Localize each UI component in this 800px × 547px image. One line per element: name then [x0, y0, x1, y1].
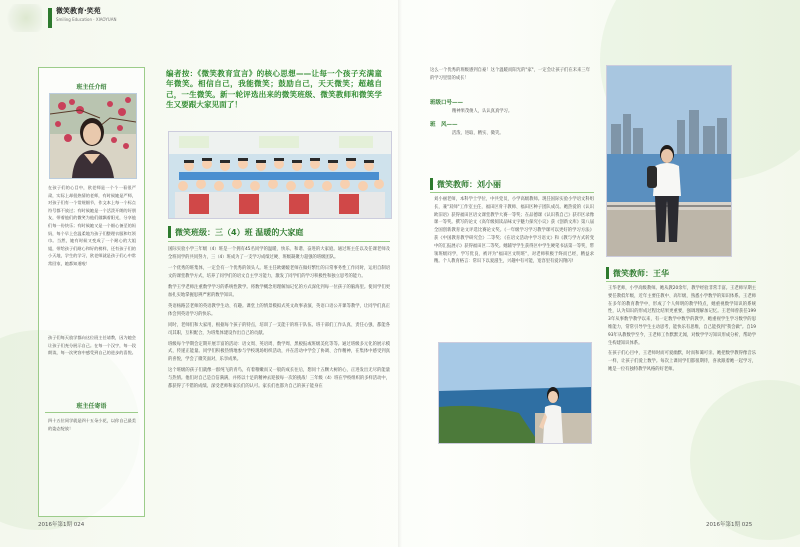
class-section-title: 微笑班级：三（4）班 温暖的大家庭: [175, 227, 304, 237]
teacher-portrait-photo: [49, 93, 137, 179]
portrait-illustration: [50, 94, 136, 178]
left-folio: 2016年第1期 024: [38, 522, 85, 528]
class-section-heading: [168, 226, 303, 238]
article-paragraph: 一个优秀的班集体，一定会有一个优秀的领头人。班主任欧媚媛老师在做好繁忙的日常事务性工作同时，运用自制语文的课堂教学方式，培养了同学们的语文自主学习能力，激发了同学们的学习积极性和独立思考的能力。: [168, 265, 390, 279]
teacher2-bio: [608, 285, 756, 374]
magazine-title: 微笑教育·笑苑: [56, 7, 101, 15]
article-paragraph: 数学王学老师注重数学学习的系统性教学。将数学概念用理解加记忆的方式深化到每一位孩子的脑海里。使同学们更加扎实地掌握思辨严密的数学知识。: [168, 284, 390, 298]
section-divider: [168, 241, 390, 242]
teacher1-heading: [430, 178, 501, 190]
header-accent-bar: [48, 8, 52, 28]
sidebar-title-teacher: 班主任介绍: [76, 84, 107, 91]
flower-logo-icon: [2, 4, 42, 32]
teacher-intro-text-2: 孩子们每天放学都向这位班主任请教，因为她会让孩子们充分展示自己。在每一个汉字，每一段朗读，每一次笑容中感受到自己的进步的喜悦。: [48, 335, 136, 356]
teacher1-bio: 刘小丽老师，本科学士学位，中共党员，小学高级教师。现任国际实验小学语文科组长，兼"双师"工作室主任，福田区骨干教师、福田区种子团队成员。她热爱的《认识欧旧语》获得福田区语文课堂教学大赛一等奖；在品德课《认识我自己》获市区录像课一等奖。撰写的论文《高年级阅读品味文字魅力探究小议》获《创新文库》第八届全国创新教育论文评选比赛论文奖。《一年级学习学习教学课可以更好的学习方法》获《中国教育教学研究会》二等奖；《在语文活动中学习语文》和《教与学方式转变中的汇报展示》获得福田区二等奖。她辅导学生获得区中学生硬笔书法第一等奖，带领班级同学，学写优良，被评为"福田区文明班"，对老师积极于终而已经，精益求精。个人教育格言：常识下以爱滋生，兴趣中有可能，宽容里有爱闪翔闪!: [434, 197, 594, 265]
section-divider: [606, 281, 756, 282]
class-style-label: 班 风——: [430, 122, 458, 128]
editor-note: 编者按：《微笑教育宣言》的核心思想——让每一个孩子充满童年微笑。相信自己，我能微笑；鼓励自己，天天微笑；超越自己，一生微笑。新一轮评选出来的微笑班级、微笑教师和微笑学生又要跟大家见面了！: [166, 69, 382, 110]
class-group-photo: [168, 131, 392, 219]
article-paragraph: 这个班级的孩子们就像一群纯飞的青鸟，有着稚嫩而又一般的成长往后，想同十五颗大树的心，正进发出无尽的能量与热情。他们对自己是自信满满，并将以十足的精神去迎接每一次的挑战！三年级（4）班在学校组织的多样活动中，都获得了不错的成绩。深受老师和家长们的认可。家长们也都为自己的孩子能身在: [168, 368, 390, 390]
teacher1-seaside-photo: [438, 342, 592, 444]
teacher1-title: 微笑教师：刘小丽: [437, 179, 501, 189]
teacher-message-text: 四十五位同学就是四十五朵小花，以你自己最美的姿态绽放！: [48, 418, 136, 431]
teacher2-bio-paragraph: 王华老师，小学高级教师。她从教20余年，教学经验非常丰富。王老师早期主要任教低年级，近年主要任教中、高年级，熟悉小学数学的知识体系。王老师在多年的教育教学中，形成了个人鲜明的教学特点，她重视数学知识的系统性，认为知识的形成过程比结果更重要，强调理解加记忆。王老师曾获任1993年从事数学教学以来，有一定数学中数学的教学，她重视学生学习数学的思维能力，常常引导学生主动思考，能快乐有思维，自己能找到"我会做"。自1993年从教数学至今，王老师工作默默无闻，对数学学习知识形成分析，帮助学生构建知识体系。: [608, 286, 756, 346]
teacher-sidebar: [38, 67, 145, 517]
teacher2-heading: [606, 267, 669, 279]
magazine-subtitle: Smiling Education · XIAOYUAN: [56, 17, 117, 22]
teacher2-bio-paragraph: 在孩子们心目中，王老师时而可爱幽默，时而和蔼可亲。她把数学教得像音乐一样，让孩子们爱上数学。每次上课同学们都很期待，喜欢跟着她一起学习，她是一位有独特教学风格的好老师。: [608, 351, 756, 372]
seaside-illustration: [439, 343, 591, 443]
class-article-body: [168, 246, 390, 394]
article-paragraph: 班级每个学期会定期开展丰富的活动：语文周、英语周、数学周、黑板报或班级美化等等。通过班级多元化的展示模式，传递正能量。同学们积极热情地参与学校现场组织活动，并在活动中学会了协调、合作精神，在集体中感受到真的喜悦，学会了微笑面对，乐享成果。: [168, 341, 390, 363]
class-style-text: 活泼、进取、精实、微笑。: [452, 131, 504, 136]
article-paragraph: 国际实验小学三年级（4）班是一个拥有45名同学的温暖、快乐、和谐、奋进的大家庭。通过班主任以及任课老师及全班同学的共同努力，三（4）班成为了一支学习成绩过硬、班级凝聚力超强的班级团队。: [168, 247, 390, 260]
page-spine: [398, 0, 402, 547]
harbor-illustration: [607, 66, 731, 256]
article-paragraph: 英语杨路芸老师的英语教学生动、有趣。课堂上的情景模拟式英文故事表演、英语口语公开课等教学，让同学们真正体会到英语学习的快乐。: [168, 303, 390, 317]
running-header: [2, 2, 117, 34]
right-folio: 2016年第1期 025: [706, 522, 753, 528]
article-continuation: 这么一个优秀的班级感到自豪！这个温暖而阳光的"家"，一定会让孩子们在未来三年的学习里留的成长！: [430, 68, 590, 81]
sidebar-title-message: 班主任寄语: [76, 403, 107, 410]
teacher2-harbor-photo: [606, 65, 732, 257]
section-divider: [430, 192, 594, 193]
class-photo-illustration: [169, 132, 391, 218]
class-motto-label: 班级口号——: [430, 100, 464, 106]
teacher-intro-text: 在孩子们的心目中，欧老师是一个个一看很严肃，实际上却很热情的老师，有时候她是严师，对孩子们有一个常规细节，作文本上每一个标点符号都不放过；有时候她是一个活泼开朗的好朋友，带着他们的微笑为他们做飘着阳光，分享他们每一份快乐；有时候她又是一个细心备至的妈妈，每个早上会温柔地为孩子们整理衣服和红领巾。当然，她有时候又变成了一个耐心的大姐姐，带给孩子们耐心和好的榜样，还有孩子们的小天地，学生的学习，欧老师就是孩子们心中常常回家，她都知道啦！: [48, 185, 136, 266]
sidebar-divider: [45, 412, 138, 413]
background-bokeh: [690, 380, 800, 540]
article-paragraph: 同时，老师们和大家用，根据每个孩子的特点，培训了一支能干的班干队伍。班干部们工作认真、责任心强、都能各司其职，互积配合，为班集体建设作出自己的贡献。: [168, 322, 390, 336]
heading-accent-bar: [168, 226, 171, 238]
heading-accent-bar: [430, 178, 433, 190]
teacher2-title: 微笑教师：王华: [613, 268, 669, 278]
class-motto-text: 精神果茂俊人，认认真真学习。: [452, 109, 513, 114]
heading-accent-bar: [606, 267, 609, 279]
